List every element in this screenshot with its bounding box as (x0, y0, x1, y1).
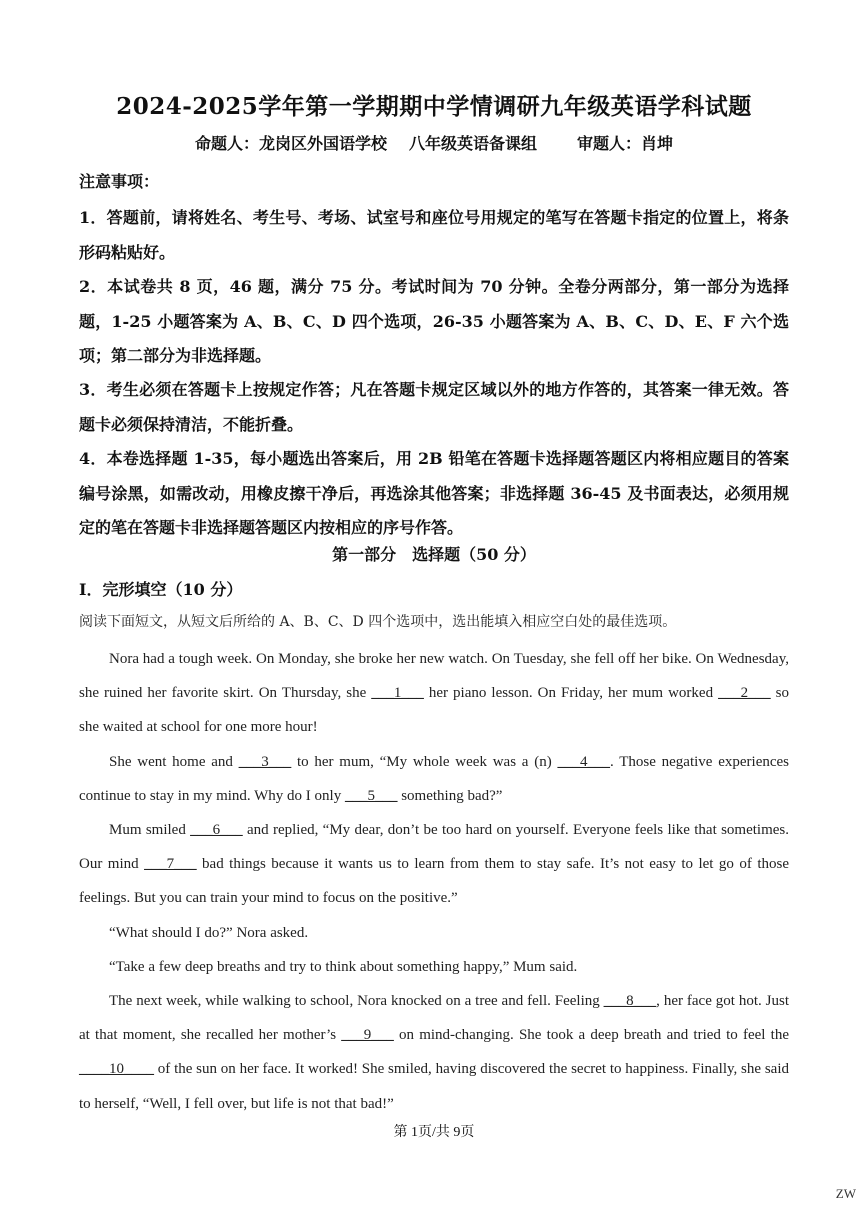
section-instructions: 阅读下面短文，从短文后所给的 A、B、C、D 四个选项中，选出能填入相应空白处的最佳选项。 (79, 614, 677, 630)
notice-heading: 注意事项： (79, 172, 160, 191)
blank-7: ___7___ (144, 856, 197, 873)
blank-1: ___1___ (371, 685, 424, 702)
passage-paragraph-4: “What should I do?” Nora asked. (109, 924, 309, 941)
exam-authors (0, 131, 868, 154)
passage-paragraph-3: Mum smiled ___6___ and replied, “My dear, don’t be too hard on yourself. Everyone feels like that sometimes. Our mind ___7___ bad things because it wants us to learn from them to stay safe. It’s not easy to let go of those feelings. But you can train your mind to focus on the positive.” (79, 822, 790, 907)
notice-item-2: 2．本试卷共 8 页，46 题，满分 75 分。考试时间为 70 分钟。全卷分两部分，第一部分为选择题，1-25 小题答案为 A、B、C、D 四个选项，26-35 小题答案为 A、B、C、D、E、F 六个选项；第二部分为非选择题。 (79, 277, 789, 365)
page-title: 2024-2025学年第一学期期中学情调研九年级英语学科试题 (116, 93, 752, 120)
blank-9: ___9___ (341, 1027, 394, 1044)
cloze-passage (79, 642, 789, 1121)
notice-item-1: 1．答题前，请将姓名、考生号、考场、试室号和座位号用规定的笔写在答题卡指定的位置上，将条形码粘贴好。 (79, 208, 789, 262)
passage-paragraph-6: The next week, while walking to school, Nora knocked on a tree and fell. Feeling ___8___, her face got hot. Just at that moment, she recalled her mother’s ___9___ on mind-changing. She took a deep breath and tried to feel the ____10____ of the sun on her face. It worked! She smiled, having discovered the secret to happiness. Finally, she said to herself, “Well, I fell over, but life is not that bad!” (79, 993, 789, 1112)
corner-mark: ZW (835, 1186, 856, 1201)
blank-4: ___4___ (557, 753, 610, 770)
part-one-title: 第一部分 选择题（50 分） (332, 545, 536, 564)
blank-3: ___3___ (238, 753, 292, 770)
notice-item-4: 4．本卷选择题 1-35，每小题选出答案后，用 2B 铅笔在答题卡选择题答题区内将相应题目的答案编号涂黑，如需改动，用橡皮擦干净后，再选涂其他答案；非选择题 36-45 及书面表达，必须用规定的笔在答题卡非选择题答题区内按相应的序号作答。 (79, 449, 789, 537)
section-title: Ⅰ．完形填空（10 分） (79, 580, 243, 599)
blank-8: ___8___ (603, 993, 657, 1010)
reviewer-label: 审题人：肖坤 (577, 134, 674, 153)
author-group: 八年级英语备课组 (408, 134, 537, 153)
blank-5: ___5___ (344, 787, 398, 804)
author-label: 命题人：龙岗区外国语学校 (194, 134, 387, 153)
notice-item-3: 3．考生必须在答题卡上按规定作答；凡在答题卡规定区域以外的地方作答的，其答案一律无效。答题卡必须保持清洁，不能折叠。 (79, 380, 789, 434)
passage-paragraph-1: Nora had a tough week. On Monday, she broke her new watch. On Tuesday, she fell off her bike. On Wednesday, she ruined her favorite skirt. On Thursday, she ___1___ her piano lesson. On Friday, her mum worked ___2___ so she waited at school for one more hour! (79, 651, 789, 736)
passage-paragraph-2: She went home and ___3___ to her mum, “My whole week was a (n) ___4___. Those negative experiences continue to stay in my mind. Why do I only ___5___ something bad?” (79, 753, 790, 804)
blank-10: ____10____ (79, 1061, 154, 1078)
blank-6: ___6___ (190, 822, 243, 839)
blank-2: ___2___ (718, 685, 771, 702)
passage-paragraph-5: “Take a few deep breaths and try to think about something happy,” Mum said. (109, 958, 578, 975)
page-number: 第 1页/共 9页 (393, 1125, 475, 1140)
